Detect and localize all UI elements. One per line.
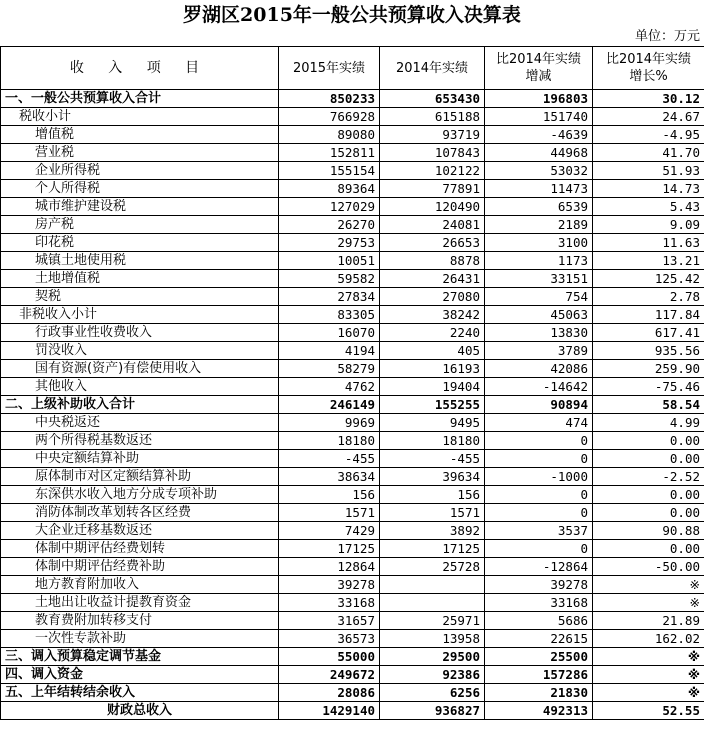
row-label: 一次性专款补助 [1, 630, 279, 648]
table-row [1, 612, 704, 630]
cell-2014: 102122 [380, 162, 485, 180]
cell-diff: 13830 [485, 324, 593, 342]
row-label: 四、调入资金 [1, 666, 279, 684]
cell-growth: 162.02 [593, 630, 704, 648]
row-label: 土地出让收益计提教育资金 [1, 594, 279, 612]
row-label: 原体制市对区定额结算补助 [1, 468, 279, 486]
table-row [1, 630, 704, 648]
cell-diff: -4639 [485, 126, 593, 144]
cell-growth: -75.46 [593, 378, 704, 396]
cell-2015: 26270 [279, 216, 380, 234]
table-row [1, 234, 704, 252]
cell-diff: 2189 [485, 216, 593, 234]
cell-2015: 246149 [279, 396, 380, 414]
cell-diff: 3100 [485, 234, 593, 252]
cell-growth: 0.00 [593, 486, 704, 504]
cell-diff: 5686 [485, 612, 593, 630]
cell-growth: -50.00 [593, 558, 704, 576]
cell-diff: -1000 [485, 468, 593, 486]
cell-diff: 0 [485, 540, 593, 558]
cell-2015: 17125 [279, 540, 380, 558]
cell-growth: 9.09 [593, 216, 704, 234]
header-2014: 2014年实绩 [380, 47, 485, 90]
table-row [1, 90, 704, 108]
row-label: 罚没收入 [1, 342, 279, 360]
cell-growth: ※ [593, 684, 704, 702]
table-row [1, 414, 704, 432]
cell-diff: 6539 [485, 198, 593, 216]
row-label: 印花税 [1, 234, 279, 252]
cell-2015: 156 [279, 486, 380, 504]
cell-2015: 7429 [279, 522, 380, 540]
cell-2014: 1571 [380, 504, 485, 522]
cell-growth: 0.00 [593, 504, 704, 522]
table-row [1, 162, 704, 180]
cell-diff: 0 [485, 486, 593, 504]
cell-growth: 13.21 [593, 252, 704, 270]
cell-2014: 120490 [380, 198, 485, 216]
row-label: 房产税 [1, 216, 279, 234]
table-row [1, 126, 704, 144]
cell-diff: 39278 [485, 576, 593, 594]
cell-growth: 58.54 [593, 396, 704, 414]
cell-growth: 4.99 [593, 414, 704, 432]
cell-diff: 0 [485, 432, 593, 450]
row-label: 一、一般公共预算收入合计 [1, 90, 279, 108]
cell-2014: 615188 [380, 108, 485, 126]
row-label: 中央税返还 [1, 414, 279, 432]
cell-growth: 51.93 [593, 162, 704, 180]
cell-2015: 10051 [279, 252, 380, 270]
cell-diff: 3789 [485, 342, 593, 360]
cell-2015: 27834 [279, 288, 380, 306]
cell-growth: ※ [593, 666, 704, 684]
row-label: 消防体制改革划转各区经费 [1, 504, 279, 522]
row-label: 二、上级补助收入合计 [1, 396, 279, 414]
row-label: 国有资源(资产)有偿使用收入 [1, 360, 279, 378]
cell-2015: 89364 [279, 180, 380, 198]
row-label: 行政事业性收费收入 [1, 324, 279, 342]
table-row [1, 108, 704, 126]
cell-2015: 28086 [279, 684, 380, 702]
cell-diff: 157286 [485, 666, 593, 684]
header-row [1, 47, 704, 90]
table-row [1, 504, 704, 522]
cell-diff: 11473 [485, 180, 593, 198]
cell-growth: 52.55 [593, 702, 704, 720]
cell-diff: 90894 [485, 396, 593, 414]
cell-growth: 117.84 [593, 306, 704, 324]
header-growth-line1: 比2014年实绩 [605, 52, 692, 67]
header-growth [593, 47, 704, 90]
table-row [1, 594, 704, 612]
cell-growth: 14.73 [593, 180, 704, 198]
cell-growth: 0.00 [593, 450, 704, 468]
table-row [1, 522, 704, 540]
cell-2014: 2240 [380, 324, 485, 342]
row-label: 三、调入预算稳定调节基金 [1, 648, 279, 666]
cell-diff: 42086 [485, 360, 593, 378]
cell-2015: 18180 [279, 432, 380, 450]
cell-growth: 5.43 [593, 198, 704, 216]
cell-2014: 92386 [380, 666, 485, 684]
header-2015: 2015年实绩 [279, 47, 380, 90]
row-label: 契税 [1, 288, 279, 306]
table-row [1, 486, 704, 504]
cell-2014: 156 [380, 486, 485, 504]
cell-diff: 0 [485, 504, 593, 522]
cell-2015: 850233 [279, 90, 380, 108]
row-label: 体制中期评估经费补助 [1, 558, 279, 576]
row-label: 非税收入小计 [1, 306, 279, 324]
table-row [1, 684, 704, 702]
cell-2014 [380, 576, 485, 594]
table-row [1, 558, 704, 576]
row-label: 土地增值税 [1, 270, 279, 288]
cell-diff: 1173 [485, 252, 593, 270]
cell-2014: 13958 [380, 630, 485, 648]
cell-growth: 125.42 [593, 270, 704, 288]
cell-diff: 33168 [485, 594, 593, 612]
cell-diff: 22615 [485, 630, 593, 648]
cell-2014: 9495 [380, 414, 485, 432]
table-row [1, 468, 704, 486]
row-label: 个人所得税 [1, 180, 279, 198]
table-row [1, 144, 704, 162]
table-body [1, 90, 704, 720]
cell-diff: 53032 [485, 162, 593, 180]
row-label: 企业所得税 [1, 162, 279, 180]
row-label: 营业税 [1, 144, 279, 162]
cell-2014: 16193 [380, 360, 485, 378]
cell-2014: 155255 [380, 396, 485, 414]
cell-growth: 11.63 [593, 234, 704, 252]
cell-2015: 89080 [279, 126, 380, 144]
cell-2014: 29500 [380, 648, 485, 666]
table-row [1, 666, 704, 684]
cell-2014: 24081 [380, 216, 485, 234]
cell-2014: 26653 [380, 234, 485, 252]
cell-2015: 55000 [279, 648, 380, 666]
cell-2015: 39278 [279, 576, 380, 594]
cell-growth: -4.95 [593, 126, 704, 144]
row-label: 城镇土地使用税 [1, 252, 279, 270]
cell-2015: 152811 [279, 144, 380, 162]
cell-growth: 24.67 [593, 108, 704, 126]
table-row [1, 396, 704, 414]
cell-2015: 31657 [279, 612, 380, 630]
cell-2015: 766928 [279, 108, 380, 126]
table-row [1, 324, 704, 342]
cell-2015: 58279 [279, 360, 380, 378]
cell-2014: 77891 [380, 180, 485, 198]
cell-diff: 754 [485, 288, 593, 306]
cell-2014: 38242 [380, 306, 485, 324]
cell-growth: 0.00 [593, 432, 704, 450]
row-label: 大企业迁移基数返还 [1, 522, 279, 540]
budget-table [0, 46, 704, 720]
table-row [1, 342, 704, 360]
cell-2015: 16070 [279, 324, 380, 342]
cell-diff: 492313 [485, 702, 593, 720]
cell-2014: 3892 [380, 522, 485, 540]
header-diff-line1: 比2014年实绩 [495, 52, 582, 67]
cell-growth: -2.52 [593, 468, 704, 486]
cell-2014: -455 [380, 450, 485, 468]
cell-2015: 1571 [279, 504, 380, 522]
cell-2014: 107843 [380, 144, 485, 162]
row-label: 中央定额结算补助 [1, 450, 279, 468]
cell-2014: 653430 [380, 90, 485, 108]
cell-2015: 38634 [279, 468, 380, 486]
table-row [1, 576, 704, 594]
row-label: 五、上年结转结余收入 [1, 684, 279, 702]
cell-diff: 33151 [485, 270, 593, 288]
row-label: 其他收入 [1, 378, 279, 396]
row-label: 东深供水收入地方分成专项补助 [1, 486, 279, 504]
cell-2015: 1429140 [279, 702, 380, 720]
cell-2014: 8878 [380, 252, 485, 270]
cell-2014: 39634 [380, 468, 485, 486]
page-title: 罗湖区2015年一般公共预算收入决算表 [183, 4, 521, 26]
cell-2015: 9969 [279, 414, 380, 432]
row-label: 增值税 [1, 126, 279, 144]
cell-growth: 935.56 [593, 342, 704, 360]
table-row [1, 378, 704, 396]
header-item: 收 入 项 目 [1, 47, 279, 90]
cell-diff: -14642 [485, 378, 593, 396]
cell-growth: 2.78 [593, 288, 704, 306]
cell-2015: 36573 [279, 630, 380, 648]
cell-2015: 4762 [279, 378, 380, 396]
cell-2015: 12864 [279, 558, 380, 576]
cell-2015: 4194 [279, 342, 380, 360]
cell-2015: 33168 [279, 594, 380, 612]
cell-diff: 196803 [485, 90, 593, 108]
table-row [1, 288, 704, 306]
cell-diff: 3537 [485, 522, 593, 540]
cell-growth: 21.89 [593, 612, 704, 630]
cell-diff: 25500 [485, 648, 593, 666]
cell-2014: 25971 [380, 612, 485, 630]
cell-diff: 44968 [485, 144, 593, 162]
table-row [1, 450, 704, 468]
cell-2014: 27080 [380, 288, 485, 306]
row-label: 税收小计 [1, 108, 279, 126]
row-label: 体制中期评估经费划转 [1, 540, 279, 558]
cell-growth: 259.90 [593, 360, 704, 378]
cell-diff: 45063 [485, 306, 593, 324]
table-row [1, 648, 704, 666]
table-row [1, 702, 704, 720]
header-diff [485, 47, 593, 90]
row-label: 地方教育附加收入 [1, 576, 279, 594]
header-diff-line2: 增减 [525, 69, 552, 84]
cell-growth: 41.70 [593, 144, 704, 162]
header-growth-line2: 增长% [629, 69, 668, 84]
cell-diff: 151740 [485, 108, 593, 126]
table-row [1, 306, 704, 324]
row-label: 城市维护建设税 [1, 198, 279, 216]
cell-2014: 18180 [380, 432, 485, 450]
cell-diff: 21830 [485, 684, 593, 702]
row-label: 两个所得税基数返还 [1, 432, 279, 450]
cell-growth: ※ [593, 576, 704, 594]
table-row [1, 432, 704, 450]
cell-diff: 0 [485, 450, 593, 468]
cell-2014: 17125 [380, 540, 485, 558]
cell-2014: 6256 [380, 684, 485, 702]
table-row [1, 216, 704, 234]
row-label: 教育费附加转移支付 [1, 612, 279, 630]
unit-label: 单位：万元 [634, 29, 700, 44]
cell-2015: 127029 [279, 198, 380, 216]
cell-2015: 155154 [279, 162, 380, 180]
table-row [1, 540, 704, 558]
cell-diff: 474 [485, 414, 593, 432]
cell-2015: 83305 [279, 306, 380, 324]
table-row [1, 252, 704, 270]
cell-2014: 93719 [380, 126, 485, 144]
cell-2014: 25728 [380, 558, 485, 576]
cell-growth: ※ [593, 648, 704, 666]
cell-2015: -455 [279, 450, 380, 468]
cell-growth: 617.41 [593, 324, 704, 342]
cell-2014: 936827 [380, 702, 485, 720]
cell-growth: ※ [593, 594, 704, 612]
cell-growth: 90.88 [593, 522, 704, 540]
cell-2015: 29753 [279, 234, 380, 252]
table-row [1, 180, 704, 198]
cell-2015: 249672 [279, 666, 380, 684]
table-row [1, 270, 704, 288]
table-row [1, 360, 704, 378]
cell-2014: 19404 [380, 378, 485, 396]
cell-growth: 0.00 [593, 540, 704, 558]
cell-2014: 26431 [380, 270, 485, 288]
cell-2015: 59582 [279, 270, 380, 288]
cell-diff: -12864 [485, 558, 593, 576]
cell-2014: 405 [380, 342, 485, 360]
cell-2014 [380, 594, 485, 612]
table-row [1, 198, 704, 216]
row-label: 财政总收入 [1, 702, 279, 720]
cell-growth: 30.12 [593, 90, 704, 108]
